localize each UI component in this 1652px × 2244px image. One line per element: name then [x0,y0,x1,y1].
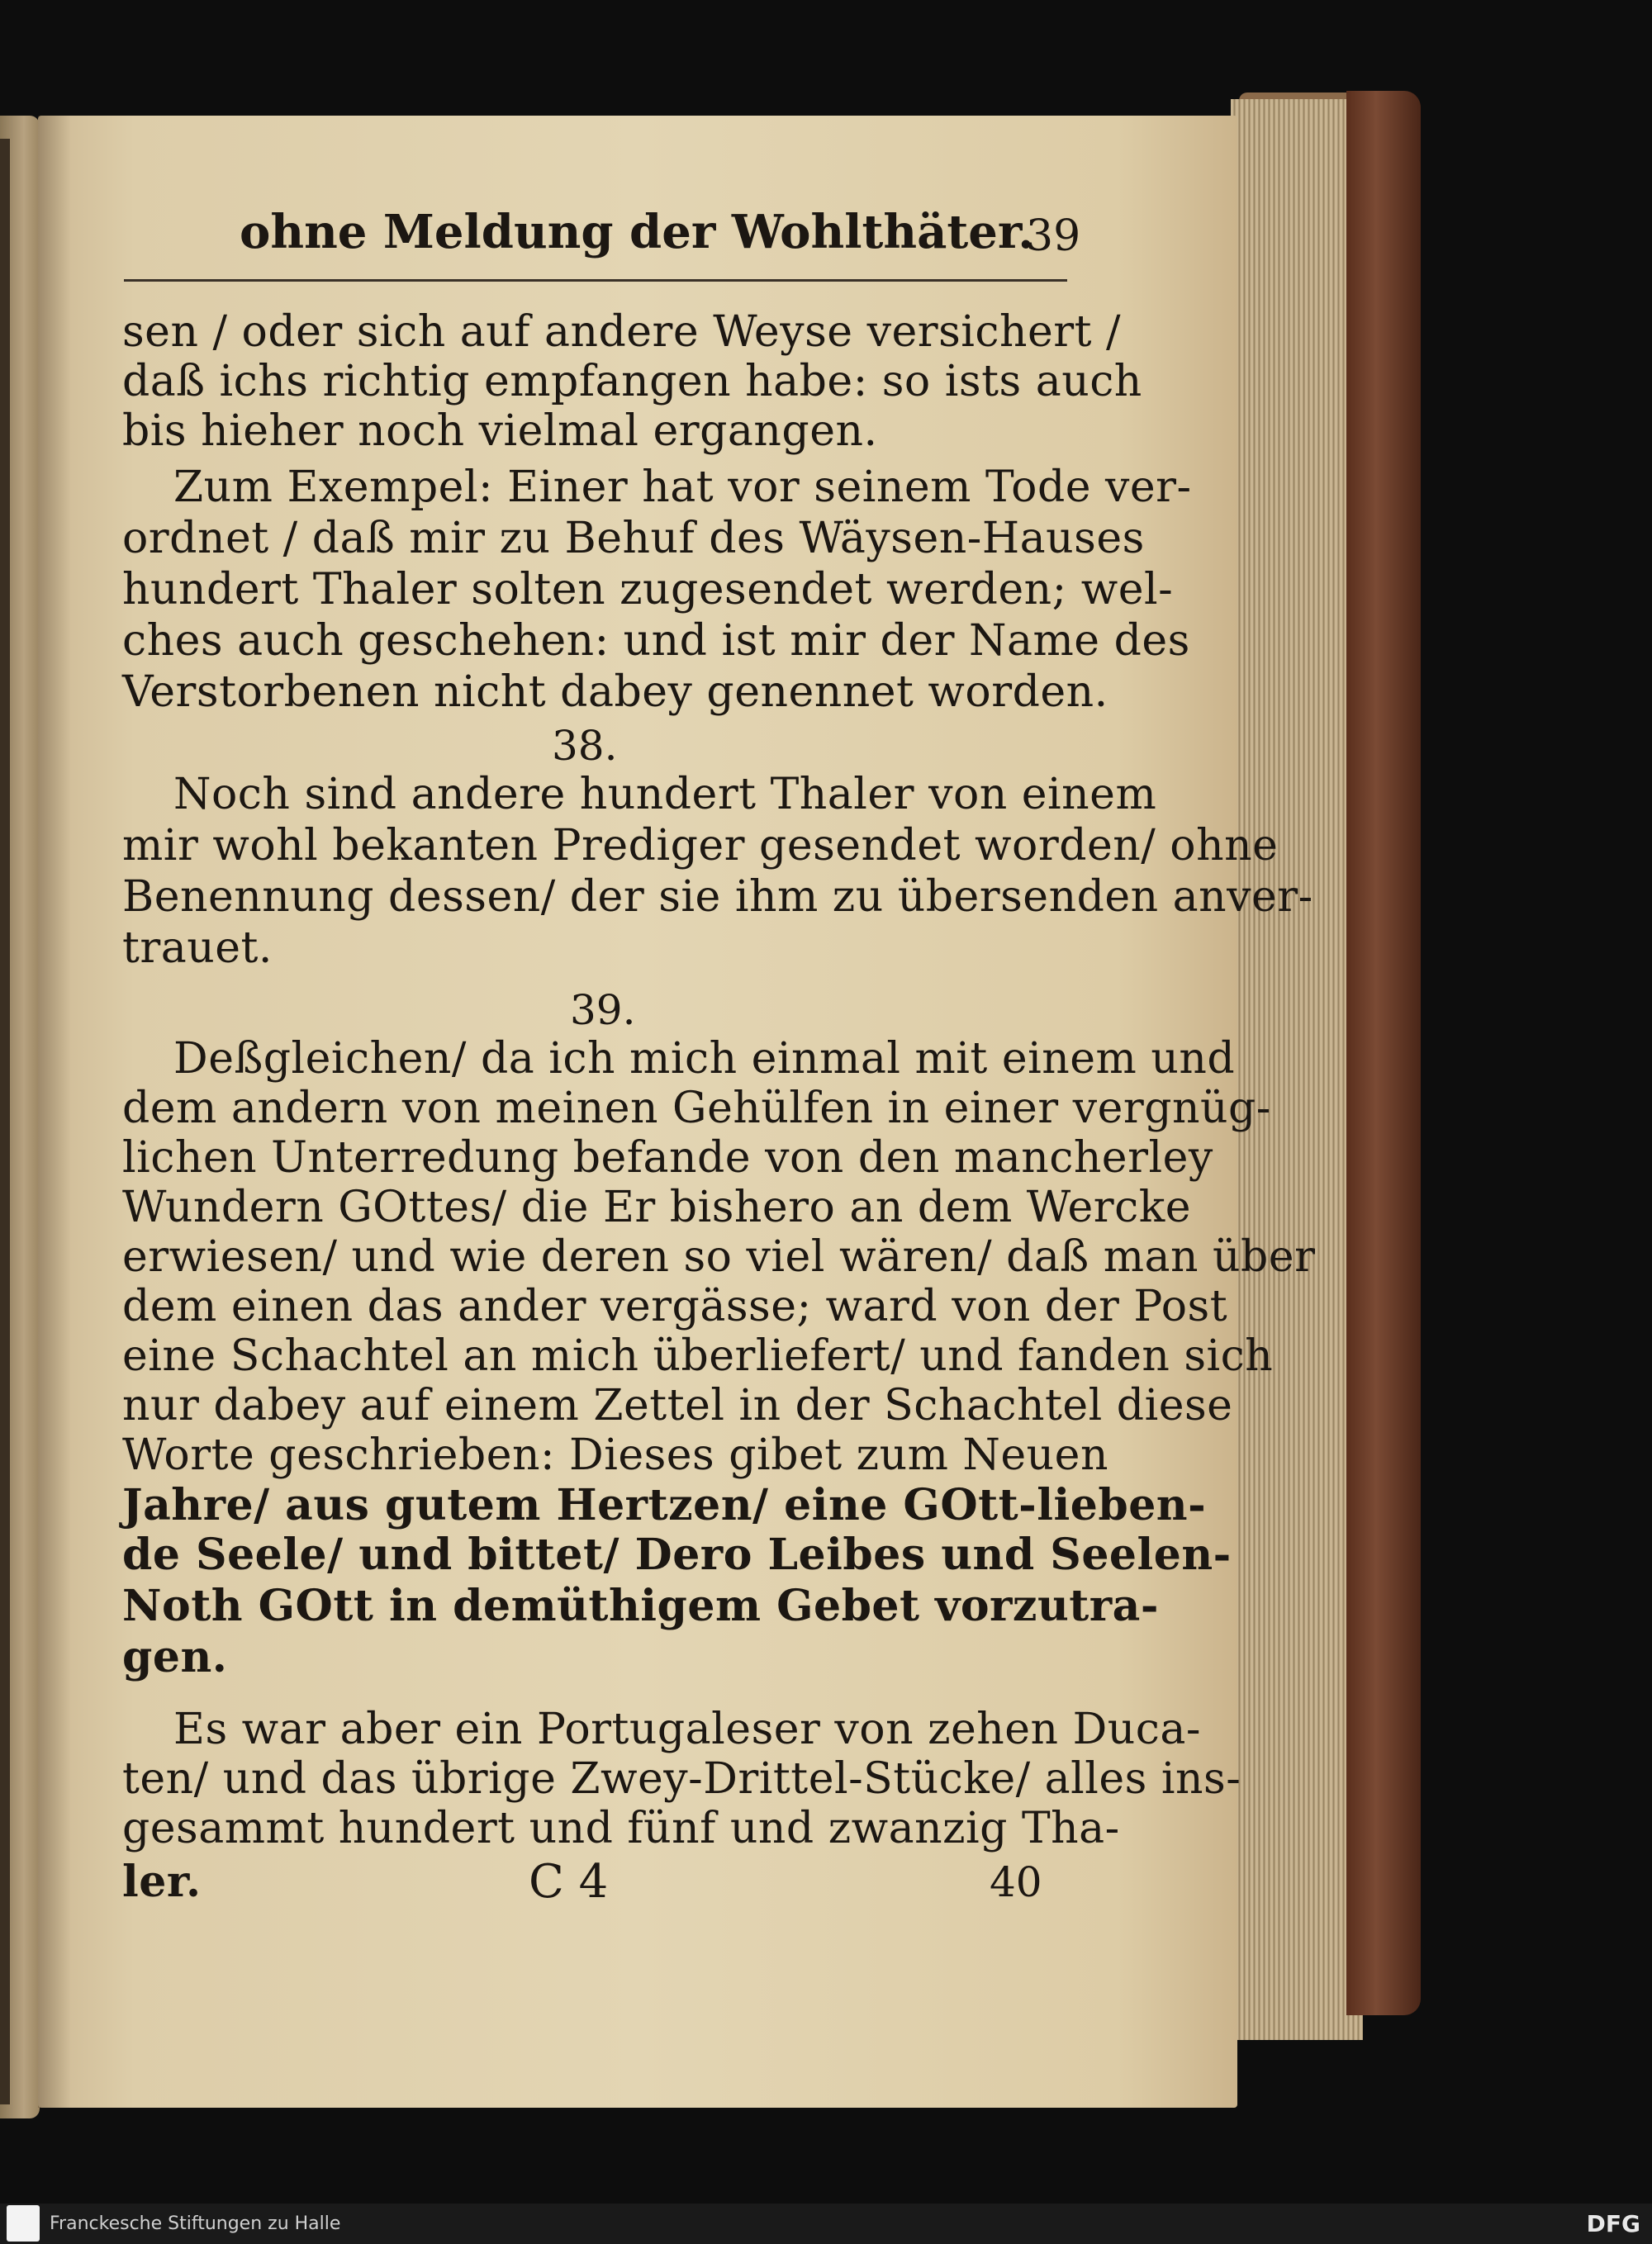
body-line: erwiesen/ und wie deren so viel wären/ daß man über [122,1232,1316,1282]
body-line: gen. [122,1632,228,1682]
gutter-shadow [38,116,71,2108]
body-line: trauet. [122,923,273,973]
section-number: 39. [570,986,636,1034]
last-word: ler. [122,1857,202,1907]
body-line: Es war aber ein Portugaleser von zehen Duca- [173,1705,1201,1754]
body-line: Noch sind andere hundert Thaler von einem [173,770,1157,819]
body-line: Wundern GOttes/ die Er bishero an dem Wercke [122,1183,1192,1232]
dfg-logo: DFG [1586,2210,1640,2237]
body-line: nur dabey auf einem Zettel in der Schachtel diese [122,1381,1233,1430]
running-title: ohne Meldung der Wohlthäter. [240,205,1034,259]
body-line: ordnet / daß mir zu Behuf des Wäysen-Hauses [122,514,1145,563]
body-line: dem einen das ander vergässe; ward von der Post [122,1282,1228,1331]
body-line: sen / oder sich auf andere Weyse versichert / [122,307,1122,357]
binding-shadow [0,139,10,2104]
signature-mark: C 4 [529,1855,609,1909]
body-line: de Seele/ und bittet/ Dero Leibes und Seelen- [122,1530,1232,1580]
header-rule [124,279,1067,282]
page-block-edge [1231,99,1363,2040]
body-line: hundert Thaler solten zugesendet werden; wel- [122,565,1174,614]
page-number: 39 [1026,211,1081,261]
body-line: ten/ und das übrige Zwey-Drittel-Stücke/ alles ins- [122,1754,1241,1804]
body-line: daß ichs richtig empfangen habe: so ists auch [122,357,1142,406]
body-line: bis hieher noch vielmal ergangen. [122,406,878,456]
body-line: Worte geschrieben: Dieses gibet zum Neuen [122,1430,1108,1480]
catchword: 40 [990,1858,1042,1906]
institution-logo [7,2205,40,2242]
body-line: gesammt hundert und fünf und zwanzig Tha- [122,1804,1120,1853]
leather-cover [1346,91,1421,2015]
section-number: 38. [552,722,618,770]
body-line: Jahre/ aus gutem Hertzen/ eine GOtt-lieben- [122,1480,1207,1530]
body-line: Deßgleichen/ da ich mich einmal mit einem und [173,1034,1236,1084]
body-line: dem andern von meinen Gehülfen in einer vergnüg- [122,1084,1271,1133]
body-line: Noth GOtt in demüthigem Gebet vorzutra- [122,1581,1159,1631]
body-line: Zum Exempel: Einer hat vor seinem Tode ver- [173,463,1192,512]
body-line: Verstorbenen nicht dabey genennet worden. [122,667,1108,717]
body-line: ches auch geschehen: und ist mir der Name des [122,616,1190,666]
body-line: Benennung dessen/ der sie ihm zu übersenden anver- [122,872,1313,922]
institution-name: Franckesche Stiftungen zu Halle [50,2213,341,2234]
body-line: mir wohl bekanten Prediger gesendet worden/ ohne [122,821,1279,871]
body-line: eine Schachtel an mich überliefert/ und fanden sich [122,1331,1274,1381]
body-line: lichen Unterredung befande von den mancherley [122,1133,1213,1183]
